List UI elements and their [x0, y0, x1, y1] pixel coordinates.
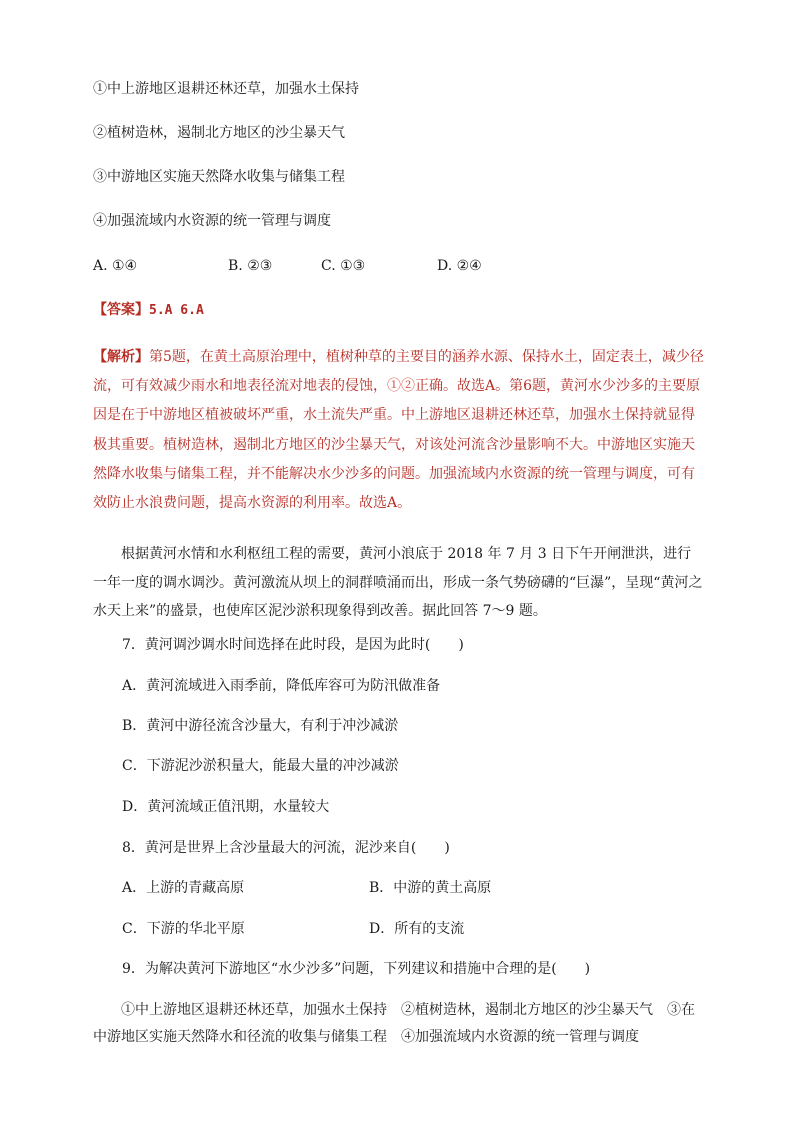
analysis-text-2: 正确。故选A。第6题，黄河水少沙多的主要原因是在于中游地区植被破坏严重，水土流失严重。中上游地区退耕还林还草，加强水土保持就显得极其重要。植树造林，遏制北方地区的沙尘暴天气，对该处河流含沙量影响不大。中游地区实施天然降水收集与储集工程，并不能解决水少沙多的问题。加强流域内水资源的统一管理与调度，可有效防止水浪费问题，提高水资源的利用率。故选A。 — [93, 378, 701, 512]
analysis-block — [93, 343, 705, 518]
statement-1: ①中上游地区退耕还林还草，加强水土保持 — [93, 81, 359, 97]
q6-choice-a: A. ①④ — [93, 258, 138, 274]
q8-option-c: C．下游的华北平原 — [122, 921, 245, 937]
answer-value: 5.A 6.A — [149, 303, 204, 318]
analysis-text-1: 第5题，在黄土高原治理中，植树种草的主要目的涵养水源、保持水土，固定表土，减少径流，可有效减少雨水和地表径流对地表的侵蚀， — [93, 349, 704, 395]
q8-option-a: A．上游的青藏高原 — [122, 880, 245, 896]
question-8: 8．黄河是世界上含沙量最大的河流，泥沙来自( ) — [122, 840, 450, 856]
answer-label: 【答案】 — [93, 302, 149, 318]
q7-option-d: D．黄河流域正值汛期，水量较大 — [122, 799, 330, 815]
q6-choice-c: C. ①③ — [321, 258, 366, 274]
q8-option-d: D．所有的支流 — [369, 921, 465, 937]
answer-line — [93, 300, 204, 321]
q7-option-c: C．下游泥沙淤积量大，能最大量的冲沙减淤 — [122, 758, 399, 774]
q9-statements: ①中上游地区退耕还林还草，加强水土保持 ②植树造林，遏制北方地区的沙尘暴天气 ③在中游地区实施天然降水和径流的收集与储集工程 ④加强流域内水资源的统一管理与调度 — [93, 1002, 695, 1045]
q8-option-b: B．中游的黄土高原 — [369, 880, 492, 896]
passage-paragraph: 根据黄河水情和水利枢纽工程的需要，黄河小浪底于 2018 年 7 月 3 日下午开闸泄洪，进行一年一度的调水调沙。黄河激流从坝上的洞群喷涌而出，形成一条气势磅礴的“巨瀑”，呈现“黄河之水天上来”的盛景，也使库区泥沙淤积现象得到改善。据此回答 7～9 题。 — [93, 546, 703, 619]
q7-option-a: A．黄河流域进入雨季前，降低库容可为防汛做准备 — [122, 678, 441, 694]
question-7: 7．黄河调沙调水时间选择在此时段，是因为此时( ) — [122, 637, 464, 653]
q6-choice-d: D. ②④ — [437, 258, 482, 274]
analysis-highlight: ①② — [387, 378, 415, 395]
statement-3: ③中游地区实施天然降水收集与储集工程 — [93, 169, 345, 185]
q6-choice-b: B. ②③ — [228, 258, 273, 274]
statement-2: ②植树造林，遏制北方地区的沙尘暴天气 — [93, 125, 345, 141]
q7-option-b: B．黄河中游径流含沙量大，有利于冲沙减淤 — [122, 718, 399, 734]
analysis-label: 【解析】 — [93, 349, 149, 365]
statement-4: ④加强流域内水资源的统一管理与调度 — [93, 213, 331, 229]
question-9: 9．为解决黄河下游地区“水少沙多”问题，下列建议和措施中合理的是( ) — [122, 961, 591, 977]
